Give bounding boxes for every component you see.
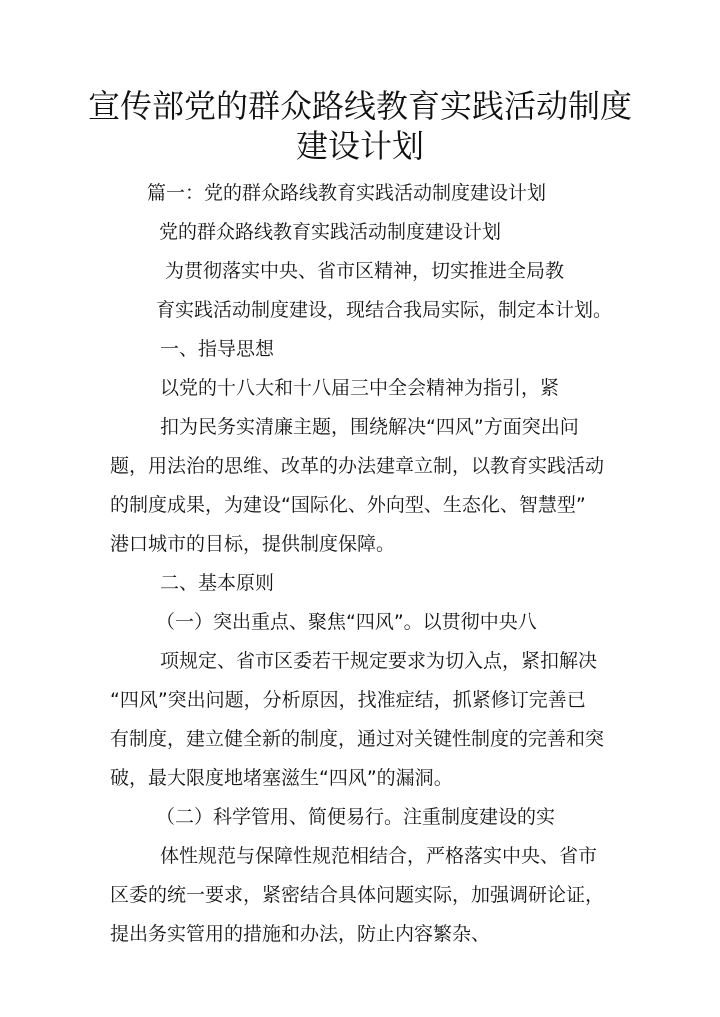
paragraph-line: 有制度，建立健全新的制度，通过对关键性制度的完善和突 — [110, 728, 605, 750]
paragraph-line: 区委的统一要求，紧密结合具体问题实际，加强调研论证， — [110, 884, 605, 906]
paragraph-line: 提出务实管用的措施和办法，防止内容繁杂、 — [110, 923, 491, 945]
paragraph-line: 题，用法治的思维、改革的办法建章立制，以教育实践活动 — [110, 455, 605, 477]
section-heading-guiding-thought: 一、指导思想 — [160, 338, 275, 360]
paragraph-line: 港口城市的目标，提供制度保障。 — [110, 533, 396, 555]
subheading-plan-title: 党的群众路线教育实践活动制度建设计划 — [159, 221, 502, 243]
section-heading-part-one: 篇一：党的群众路线教育实践活动制度建设计划 — [147, 182, 547, 204]
paragraph-line: 破，最大限度地堵塞滋生“四风”的漏洞。 — [110, 767, 453, 789]
paragraph-line: 体性规范与保障性规范相结合，严格落实中央、省市 — [160, 845, 598, 867]
paragraph-line: 育实践活动制度建设，现结合我局实际，制定本计划。 — [156, 299, 613, 321]
document-title-line-1: 宣传部党的群众路线教育实践活动制度 — [87, 87, 632, 125]
paragraph-line: 为贯彻落实中央、省市区精神，切实推进全局教 — [165, 260, 565, 282]
subsection-heading-line: （一）突出重点、聚焦“四风”。以贯彻中央八 — [156, 611, 537, 633]
section-heading-basic-principles: 二、基本原则 — [160, 572, 275, 594]
paragraph-line: 以党的十八大和十八届三中全会精神为指引，紧 — [160, 377, 560, 399]
document-title-line-2: 建设计划 — [295, 127, 424, 165]
paragraph-line: 扣为民务实清廉主题，围绕解决“四风”方面突出问 — [160, 416, 579, 438]
paragraph-line: “四风”突出问题，分析原因，找准症结，抓紧修订完善已 — [110, 689, 586, 711]
subsection-heading-line: （二）科学管用、简便易行。注重制度建设的实 — [156, 806, 556, 828]
paragraph-line: 的制度成果，为建设“国际化、外向型、生态化、智慧型” — [110, 494, 586, 516]
paragraph-line: 项规定、省市区委若干规定要求为切入点，紧扣解决 — [160, 650, 598, 672]
